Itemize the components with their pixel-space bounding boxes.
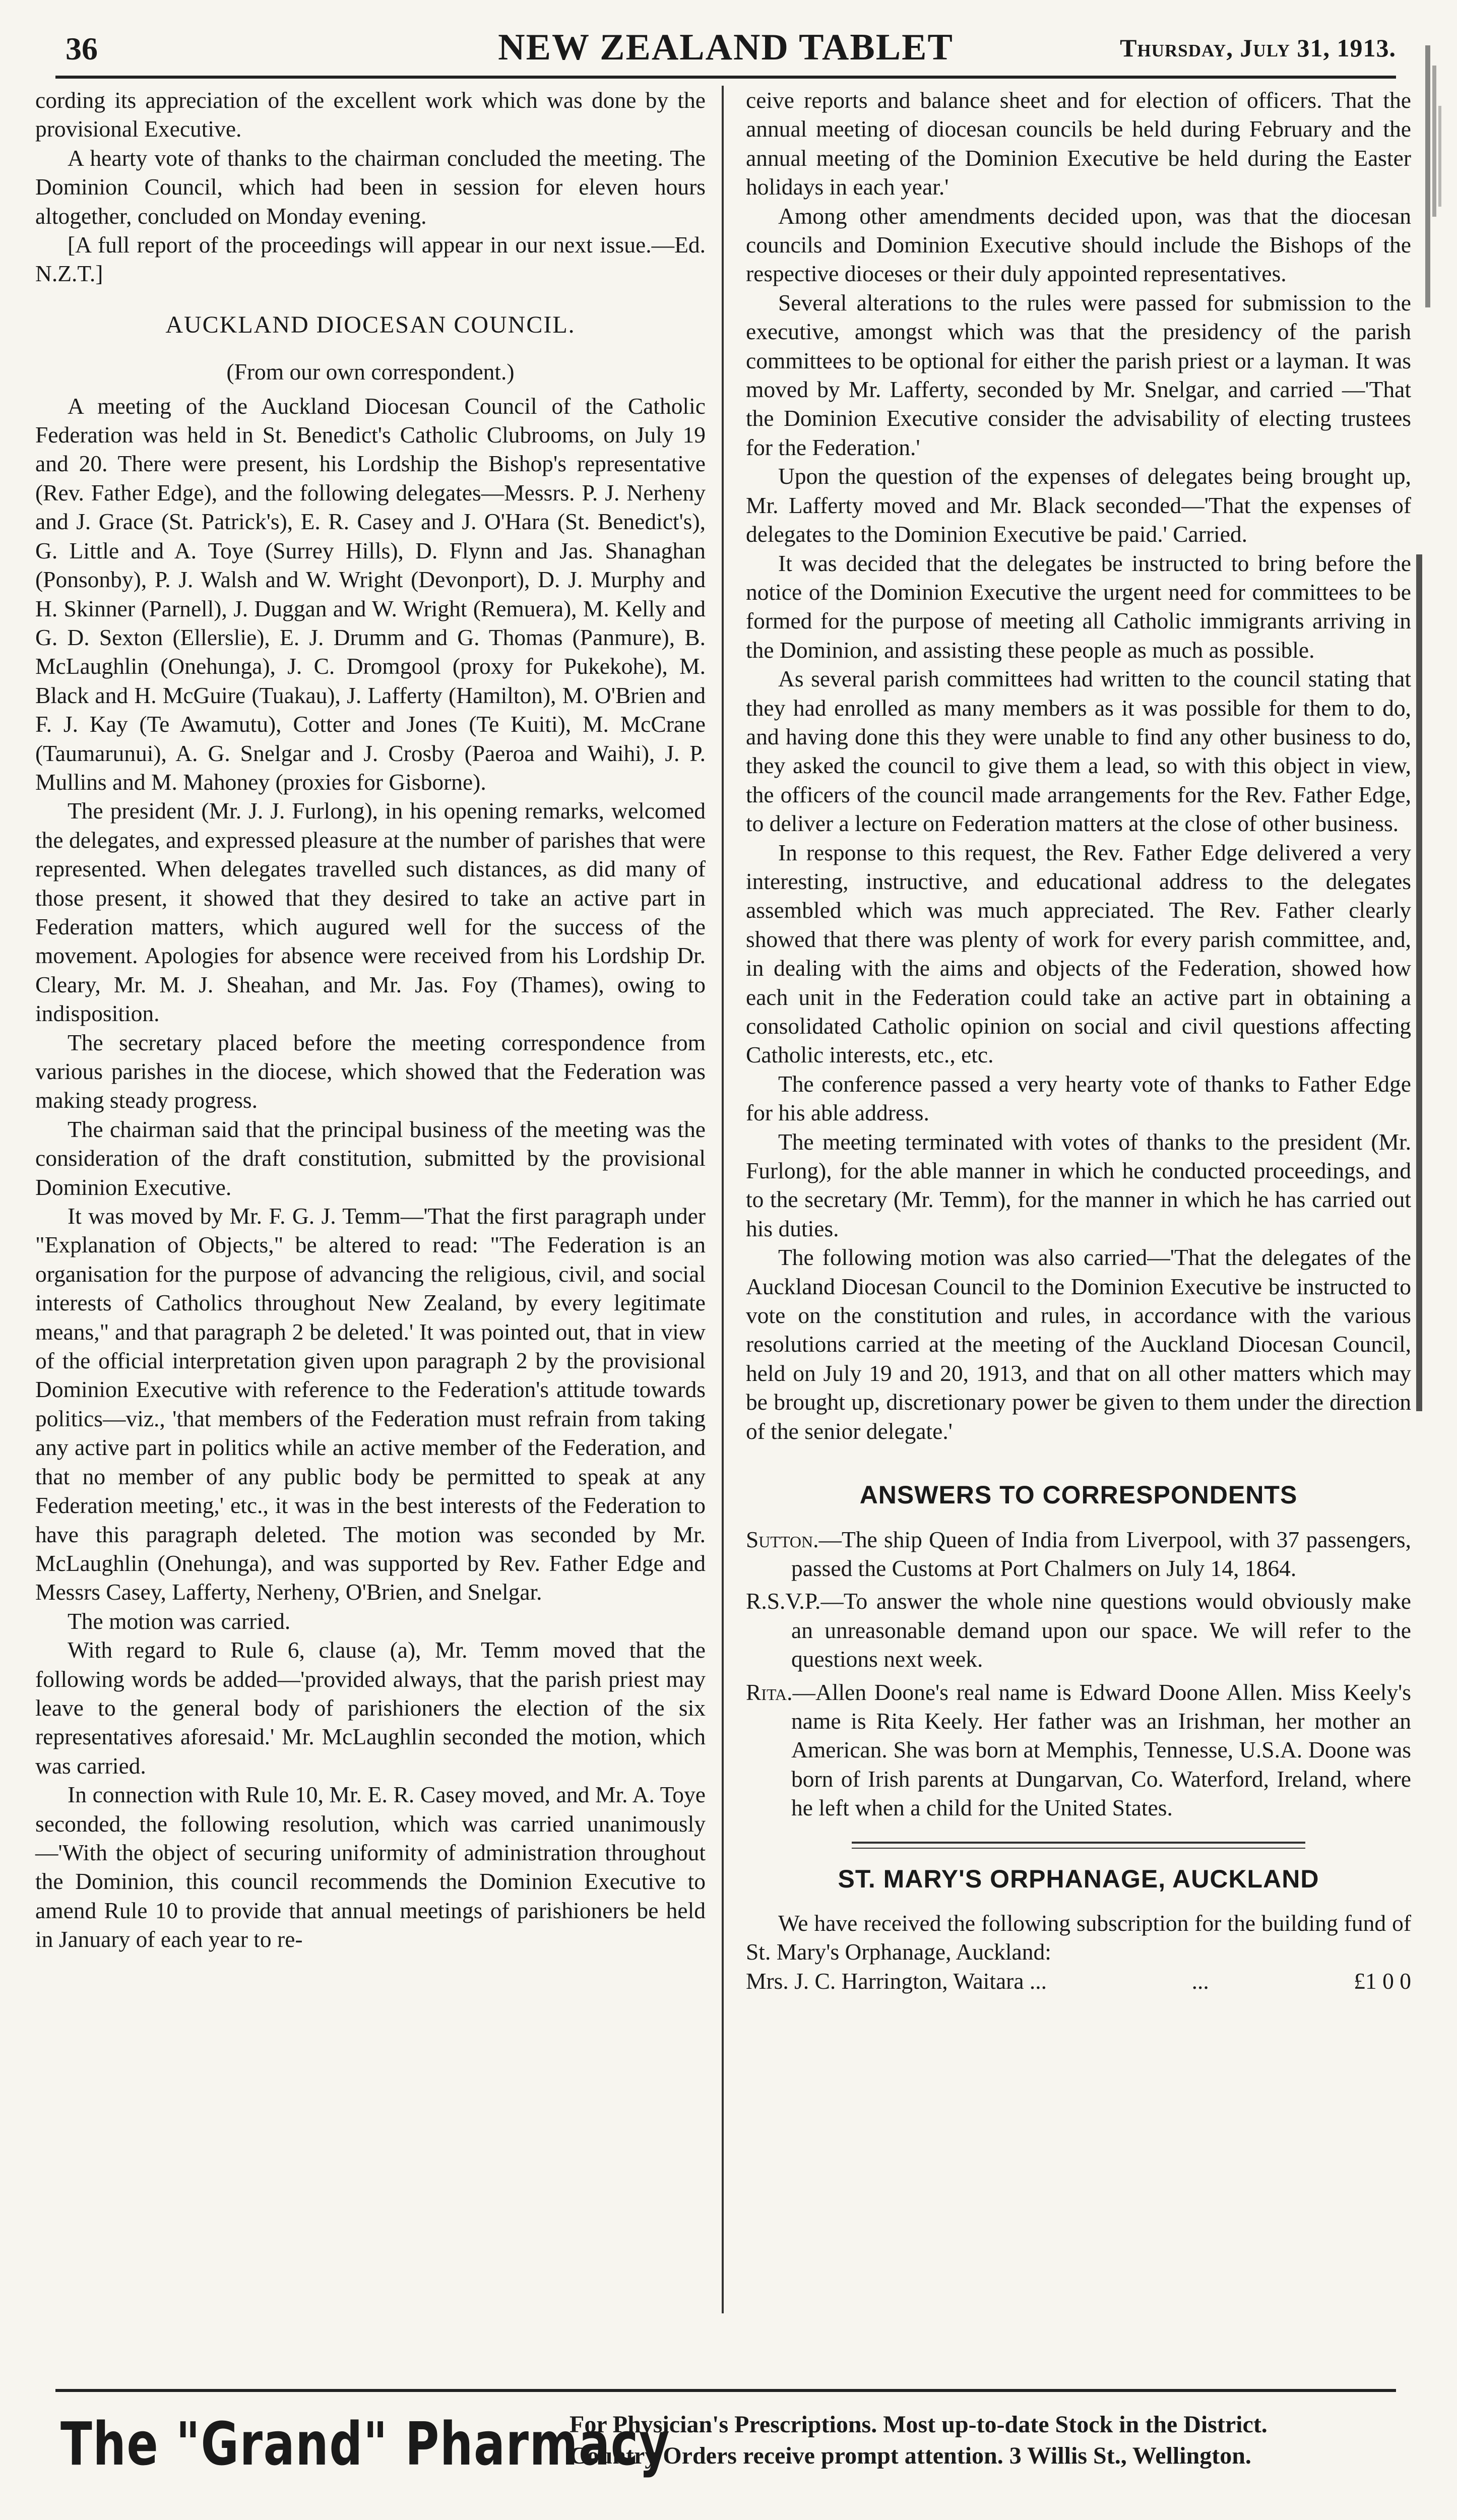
subscription-amount: £1 0 0 <box>1354 1968 1411 1994</box>
answer-item <box>746 1587 1411 1673</box>
subscriber-name: Mrs. J. C. Harrington, Waitara ... <box>746 1968 1047 1994</box>
paragraph: Among other amendments decided upon, was that the diocesan councils and Dominion Executive should include the Bishops of the respective dioceses or their duly appointed representatives. <box>746 203 1411 287</box>
left-column <box>35 86 706 1954</box>
advertisement-line: For Physician's Prescriptions. Most up-to-date Stock in the District. <box>569 2411 1268 2438</box>
advertisement-line: Country Orders receive prompt attention. 3 Willis St., Wellington. <box>569 2442 1251 2469</box>
torn-edge-marks <box>1416 45 1446 307</box>
answer-text: —Allen Doone's real name is Edward Doone Allen. Miss Keely's name is Rita Keely. Her father was an Irishman, her mother an American. She was born at Memphis, Tennesse, U.S.A. Doone was born of Irish parents at Dungarvan, Co. Waterford, Ireland, where he left when a child for the United States. <box>791 1679 1411 1821</box>
orphanage-heading: ST. MARY'S ORPHANAGE, AUCKLAND <box>838 1864 1319 1893</box>
answer-item <box>746 1525 1411 1583</box>
paragraph: ceive reports and balance sheet and for election of officers. That the annual meeting of diocesan councils be held during February and the annual meeting of the Dominion Executive be held during the Easter holidays in each year.' <box>746 87 1411 200</box>
subscription-line <box>746 1967 1411 1995</box>
paragraph: As several parish committees had written to the council stating that they had enrolled as many members as it was possible for them to do, and having done this they were unable to find any other business to do, they asked the council to give them a lead, so with this object in view, the officers of the council made arrangements for the Rev. Father Edge, to deliver a lecture on Federation matters at the close of other business. <box>746 666 1411 837</box>
answer-text: —The ship Queen of India from Liverpool, with 37 passengers, passed the Customs at Port Chalmers on July 14, 1864. <box>791 1526 1411 1581</box>
paragraph: It was moved by Mr. F. G. J. Temm—'That the first paragraph under "Explanation of Objects," be altered to read: "The Federation is an organisation for the purpose of advancing the religious, civil, and social interests of Catholics throughout New Zealand, by every legitimate means," and that paragraph 2 be deleted.' It was pointed out, that in view of the official interpretation given upon paragraph 2 by the provisional Dominion Executive with reference to the Federation's attitude towards politics—viz., 'that members of the Federation must refrain from taking any active part in politics while an active member of the Federation, and that no member of any public body be permitted to speak at any Federation meeting,' etc., it was in the best interests of the Federation to have this paragraph deleted. The motion was seconded by Mr. McLaughlin (Onehunga), and was supported by Rev. Father Edge and Messrs Casey, Lafferty, Nerheny, O'Brien, and Snelgar. <box>35 1203 706 1605</box>
leader-dots: ... <box>1191 1968 1209 1994</box>
paragraph: cording its appreciation of the excellent work which was done by the provisional Executive. <box>35 87 706 142</box>
correspondent-name: Sutton. <box>746 1526 819 1552</box>
answer-text: —To answer the whole nine questions would obviously make an unreasonable demand upon our space. We will refer to the questions next week. <box>791 1588 1411 1672</box>
right-column <box>746 86 1411 1995</box>
paragraph: The president (Mr. J. J. Furlong), in his opening remarks, welcomed the delegates, and expressed pleasure at the number of parishes that were represented. When delegates travelled such distances, as did many of those present, it showed that they desired to take an active part in Federation matters, which augured well for the success of the movement. Apologies for absence were received from his Lordship Dr. Cleary, Mr. M. J. Sheahan, and Mr. Jas. Foy (Thames), owing to indisposition. <box>35 798 706 1027</box>
paragraph: We have received the following subscription for the building fund of St. Mary's Orphanage, Auckland: <box>746 1910 1411 1965</box>
paragraph: With regard to Rule 6, clause (a), Mr. Temm moved that the following words be added—'provided always, that the parish priest may leave to the general body of parishioners the election of the six representatives aforesaid.' Mr. McLaughlin seconded the motion, which was carried. <box>35 1637 706 1779</box>
paragraph: The chairman said that the principal business of the meeting was the consideration of the draft constitution, submitted by the provisional Dominion Executive. <box>35 1116 706 1200</box>
article-byline: (From our own correspondent.) <box>226 359 515 385</box>
column-divider <box>722 86 724 2313</box>
advertiser-name: The "Grand" Pharmacy <box>60 2409 670 2479</box>
paragraph: The motion was carried. <box>68 1608 291 1634</box>
paragraph: A hearty vote of thanks to the chairman concluded the meeting. The Dominion Council, which had been in session for eleven hours altogether, concluded on Monday evening. <box>35 145 706 229</box>
paragraph: In response to this request, the Rev. Father Edge delivered a very interesting, instructive, and educational address to the delegates assembled which was much appreciated. The Rev. Father clearly showed that there was plenty of work for every parish committee, and, in dealing with the aims and objects of the Federation, showed how each unit in the Federation could take an active part in obtaining a consolidated Catholic opinion on social and civil questions affecting Catholic interests, etc., etc. <box>746 839 1411 1068</box>
answers-heading: ANSWERS TO CORRESPONDENTS <box>859 1481 1298 1509</box>
pharmacy-advertisement <box>55 2399 1396 2515</box>
paragraph: It was decided that the delegates be instructed to bring before the notice of the Dominion Executive the urgent need for committees to be formed for the purpose of meeting all Catholic immigrants arriving in the Dominion, and assisting these people as much as possible. <box>746 550 1411 663</box>
paragraph: The following motion was also carried—'That the delegates of the Auckland Diocesan Council to the Dominion Executive be instructed to vote on the constitution and rules, in accordance with the various resolutions carried at the meeting of the Auckland Diocesan Council, held on July 19 and 20, 1913, and that on all other matters which may be brought up, discretionary power be given to them under the direction of the senior delegate.' <box>746 1244 1411 1444</box>
editor-note: [A full report of the proceedings will appear in our next issue.—Ed. N.Z.T.] <box>35 232 706 287</box>
advertisement-text <box>569 2409 1396 2472</box>
issue-date: Thursday, July 31, 1913. <box>1120 34 1396 62</box>
paragraph: Upon the question of the expenses of delegates being brought up, Mr. Lafferty moved and Mr. Black seconded—'That the expenses of delegates to the Dominion Executive be paid.' Carried. <box>746 463 1411 547</box>
paragraph: In connection with Rule 10, Mr. E. R. Casey moved, and Mr. A. Toye seconded, the following resolution, which was carried unanimously—'With the object of securing uniformity of administration throughout the Dominion, this council recommends the Dominion Executive to amend Rule 10 to provide that annual meetings of parishioners be held in January of each year to re- <box>35 1782 706 1952</box>
page-number: 36 <box>66 31 98 67</box>
newspaper-title: NEW ZEALAND TABLET <box>498 27 954 68</box>
paragraph: The secretary placed before the meeting correspondence from various parishes in the diocese, which showed that the Federation was making steady progress. <box>35 1029 706 1113</box>
masthead <box>55 20 1396 76</box>
ornamental-rule <box>852 1838 1305 1855</box>
paragraph: The meeting terminated with votes of thanks to the president (Mr. Furlong), for the able manner in which he conducted proceedings, and to the secretary (Mr. Temm), for the manner in which he has carried out his duties. <box>746 1128 1411 1241</box>
correspondent-name: R.S.V.P. <box>746 1588 821 1614</box>
answer-item <box>746 1678 1411 1822</box>
masthead-rule <box>55 76 1396 79</box>
paragraph: A meeting of the Auckland Diocesan Council of the Catholic Federation was held in St. Benedict's Catholic Clubrooms, on July 19 and 20. There were present, his Lordship the Bishop's representative (Rev. Father Edge), and the following delegates—Messrs. P. J. Nerheny and J. Grace (St. Patrick's), E. R. Casey and J. O'Hara (St. Benedict's), G. Little and A. Toye (Surrey Hills), D. Flynn and Jas. Shanaghan (Ponsonby), P. J. Walsh and W. Wright (Devonport), D. J. Murphy and H. Skinner (Parnell), J. Duggan and W. Wright (Remuera), M. Kelly and G. D. Sexton (Ellerslie), E. J. Drumm and G. Thomas (Panmure), B. McLaughlin (Onehunga), J. C. Dromgool (proxy for Pukekohe), M. Black and H. McGuire (Tuakau), J. Lafferty (Hamilton), M. O'Brien and F. J. Kay (Te Awamutu), Cotter and Jones (Te Kuiti), M. McCrane (Taumarunui), A. G. Snelgar and J. Crosby (Paeroa and Waihi), J. P. Mullins and M. Mahoney (proxies for Gisborne). <box>35 393 706 795</box>
margin-shadow <box>1406 554 1426 1411</box>
footer-rule <box>55 2389 1396 2392</box>
article-heading: AUCKLAND DIOCESAN COUNCIL. <box>165 311 576 338</box>
paragraph: Several alterations to the rules were passed for submission to the executive, amongst which was that the presidency of the parish committees to be optional for either the parish priest or a layman. It was moved by Mr. Lafferty, seconded by Mr. Snelgar, and carried —'That the Dominion Executive consider the advisability of electing trustees for the Federation.' <box>746 289 1411 460</box>
paragraph: The conference passed a very hearty vote of thanks to Father Edge for his able address. <box>746 1070 1411 1126</box>
correspondent-name: Rita. <box>746 1679 793 1705</box>
